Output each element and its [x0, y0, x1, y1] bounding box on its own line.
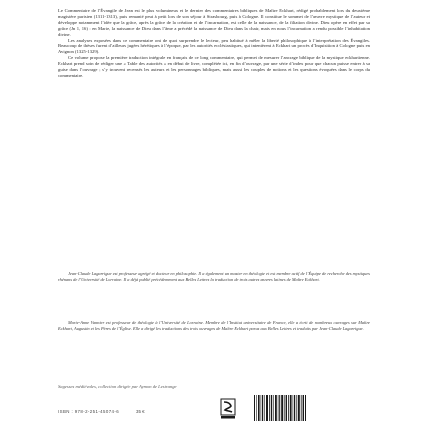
- translator-bio: [58, 271, 370, 299]
- isbn-number: ISBN : 978-2-251-45074-6: [58, 409, 120, 414]
- barcode-icon: [254, 395, 306, 425]
- translator-bio-text: Jean-Claude Lagarrigue est professeur agrégé et docteur en philosophie. Il a également un master en théologie et est membre actif de l’Équipe de recherche des mystiques rhénans de l’Université de Lorraine. Il a déjà publié précédemment aux Belles Lettres la traduction de trois autres œuvres latines de Maître Eckhart.: [58, 271, 370, 282]
- description-paragraph-2: Les analyses exposées dans ce commentaire ont de quoi surprendre le lecteur, peu habitué à mêler la liberté philosophique à l’interprétation des Évangiles. Beaucoup de thèses furent d’ailleurs jugées hérétiques à l’époque, par les autorités ecclésiastiques, qui intentèrent à Eckhart un procès d’Inquisition à Cologne puis en Avignon (1325-1329).: [58, 37, 370, 55]
- editor-bio-text: Marie-Anne Vannier est professeur de théologie à l’Université de Lorraine. Membre de l’Institut universitaire de France, elle a écrit de nombreux ouvrages sur Maître Eckhart, Augustin et les Pères de l’Église. Elle a dirigé les traductions des trois ouvrages de Maître Eckhart parus aux Belles Lettres et traduits par Jean-Claude Lagarrigue.: [58, 320, 370, 331]
- price-label: 35 €: [136, 409, 145, 414]
- collection-line: Sagesses médiévales, collection dirigée par Aymon de Lestrange: [58, 384, 177, 389]
- publisher-logo-icon: [219, 398, 237, 420]
- editor-bio: [58, 320, 370, 362]
- description-paragraph-3: Ce volume propose la première traduction intégrale en français de ce long commentaire, qui permet de mesurer l’ancrage biblique de la mystique eckhartienne. Eckhart prend soin de rédiger une « Table des autorités » en début de livre, complétée ici, en fin d’ouvrage, par une série d’index pour que chacun puisse entrer à sa guise dans l’ouvrage ; s’y trouvent recensés les auteurs et les personnages bibliques, mais aussi les couples de notions et les questions évoquées dans le corps du commentaire.: [58, 55, 370, 78]
- description-paragraph-1: Le Commentaire de l’Évangile de Jean est le plus volumineux et le dernier des commentaires bibliques de Maître Eckhart, rédigé probablement lors du deuxième magistère parisien (1311-1313), puis remanié peut à petit lors de son séjour à Strasbourg, puis à Cologne. Il constitue le sommet de l’œuvre mystique de l’auteur et développe notamment l’idée que la grâce, après la grâce de la création et de l’incarnation, est celle de la naissance, de la filiation divine. Dieu opère en effet par sa grâce (Jn 1, 16) : en Marie, la naissance de Dieu dans l’âme a précédé la naissance de Dieu dans la chair, mais en nous l’incarnation a rendu possible l’inhabitation divine.: [58, 8, 370, 37]
- description-block: [58, 8, 370, 142]
